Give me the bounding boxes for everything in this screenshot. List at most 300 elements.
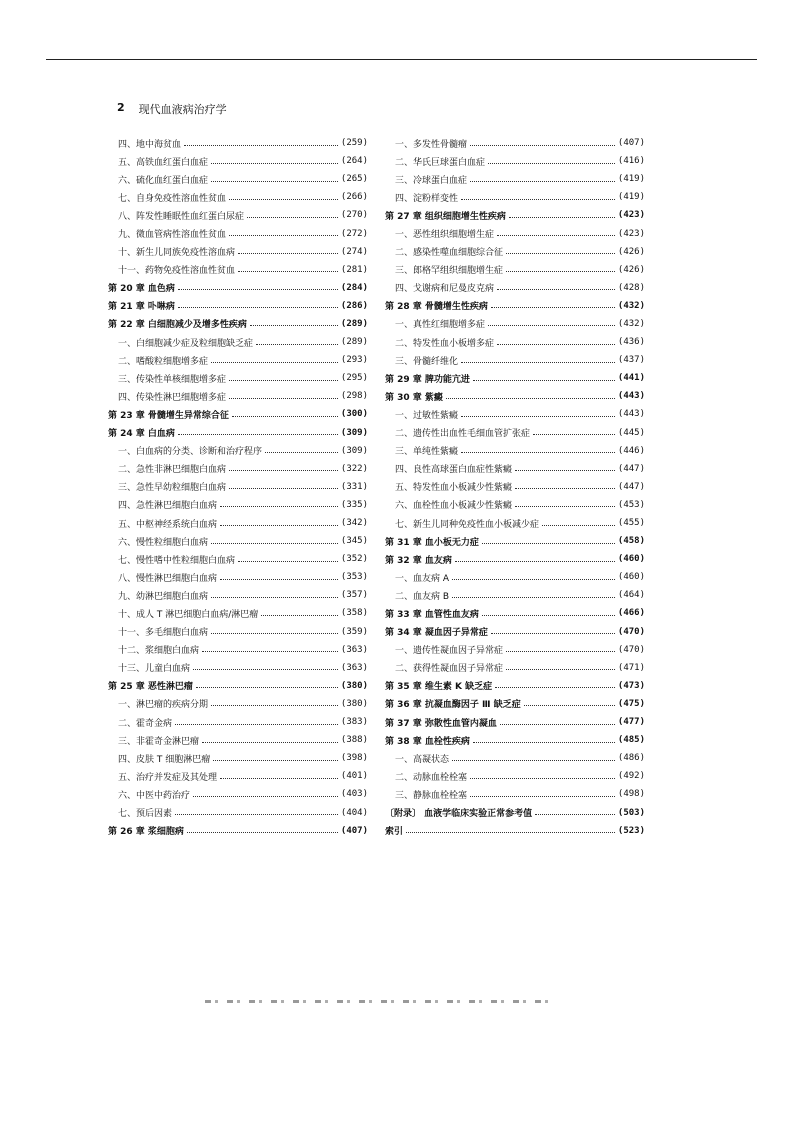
toc-entry-page: (309) [340,427,368,438]
toc-entry-page: (357) [340,590,368,601]
toc-entry-title: 一、多发性骨髓瘤 [395,139,468,150]
toc-entry-title: 二、遗传性出血性毛细血管扩张症 [395,429,531,440]
toc-entry-title: 第 24 章 白血病 [108,429,175,440]
toc-chapter-entry [108,424,368,442]
toc-entry-title: 三、非霍奇金淋巴瘤 [118,736,200,747]
toc-section-entry [108,224,368,242]
toc-entry-page: (407) [340,825,368,836]
toc-chapter-entry [385,677,645,695]
dot-leader [211,633,338,634]
toc-section-entry [385,568,645,586]
toc-entry-page: (455) [617,518,645,529]
toc-entry-title: 六、慢性粒细胞白血病 [118,537,209,548]
toc-entry-title: 第 23 章 骨髓增生异常综合征 [108,410,229,421]
toc-entry-page: (407) [617,138,645,149]
toc-section-entry [385,134,645,152]
toc-entry-page: (274) [340,246,368,257]
toc-entry-page: (345) [340,536,368,547]
toc-chapter-entry [108,405,368,423]
dot-leader [495,687,615,688]
toc-entry-page: (342) [340,518,368,529]
dot-leader [455,561,615,562]
toc-entry-title: 七、预后因素 [118,809,173,820]
toc-entry-page: (475) [617,698,645,709]
toc-entry-title: 九、幼淋巴细胞白血病 [118,591,209,602]
dot-leader [461,416,615,417]
toc-entry-page: (353) [340,572,368,583]
dot-leader [213,760,338,761]
toc-section-entry [108,152,368,170]
dot-leader [461,362,615,363]
toc-entry-page: (352) [340,554,368,565]
toc-entry-page: (426) [617,246,645,257]
toc-entry-page: (464) [617,590,645,601]
toc-entry-page: (398) [340,753,368,764]
toc-section-entry [108,586,368,604]
toc-entry-title: 第 21 章 卟啉病 [108,302,175,313]
toc-section-entry [385,442,645,460]
toc-entry-page: (403) [340,789,368,800]
toc-entry-page: (466) [617,608,645,619]
dot-leader [497,344,615,345]
toc-entry-title: 二、血友病 B [395,591,450,602]
dot-leader [184,145,338,146]
dot-leader [229,380,338,381]
toc-section-entry [108,261,368,279]
toc-entry-title: 十、新生儿同族免疫性溶血病 [118,248,236,259]
toc-section-entry [108,641,368,659]
toc-entry-title: 六、硫化血红蛋白血症 [118,175,209,186]
dot-leader [482,543,615,544]
dot-leader [187,832,338,833]
toc-entry-title: 一、血友病 A [395,573,450,584]
dot-leader [506,253,615,254]
toc-entry-page: (401) [340,771,368,782]
toc-entry-title: 十一、药物免疫性溶血性贫血 [118,266,236,277]
toc-section-entry [385,424,645,442]
toc-entry-page: (298) [340,391,368,402]
dot-leader [533,434,615,435]
toc-section-entry [108,134,368,152]
toc-entry-page: (426) [617,264,645,275]
dot-leader [461,199,615,200]
toc-section-entry [108,351,368,369]
dot-leader [211,597,338,598]
toc-entry-title: 二、急性非淋巴细胞白血病 [118,465,227,476]
toc-chapter-entry [385,387,645,405]
toc-entry-title: 四、良性高球蛋白血症性紫癜 [395,465,513,476]
dot-leader [238,271,338,272]
toc-entry-page: (363) [340,644,368,655]
toc-entry-page: (437) [617,355,645,366]
toc-chapter-entry [108,279,368,297]
toc-entry-page: (309) [340,445,368,456]
toc-entry-page: (423) [617,228,645,239]
toc-entry-page: (446) [617,445,645,456]
toc-entry-title: 一、过敏性紫癜 [395,410,459,421]
dot-leader [542,525,615,526]
toc-section-entry [385,659,645,677]
toc-section-entry [385,243,645,261]
toc-entry-page: (441) [617,373,645,384]
toc-entry-page: (286) [340,300,368,311]
toc-entry-title: 三、冷球蛋白血症 [395,175,468,186]
toc-section-entry [385,767,645,785]
dot-leader [470,796,615,797]
toc-entry-title: 六、中医中药治疗 [118,790,191,801]
toc-chapter-entry [108,677,368,695]
dot-leader [220,506,338,507]
dot-leader [452,597,615,598]
toc-entry-page: (284) [340,282,368,293]
toc-chapter-entry [385,206,645,224]
toc-entry-title: 七、自身免疫性溶血性贫血 [118,193,227,204]
toc-entry-title: 二、感染性噬血细胞综合征 [395,248,504,259]
toc-section-entry [385,478,645,496]
toc-entry-title: 第 38 章 血栓性疾病 [385,736,470,747]
toc-entry-page: (486) [617,753,645,764]
dot-leader [482,615,615,616]
toc-entry-page: (436) [617,337,645,348]
toc-section-entry [385,496,645,514]
dot-leader [506,271,615,272]
toc-section-entry [385,514,645,532]
toc-section-entry [108,803,368,821]
toc-entry-title: 九、微血管病性溶血性贫血 [118,230,227,241]
toc-chapter-entry [385,623,645,641]
toc-section-entry [108,767,368,785]
toc-entry-page: (428) [617,282,645,293]
toc-section-entry [108,550,368,568]
toc-entry-title: 十、成人 T 淋巴细胞白血病/淋巴瘤 [118,609,259,620]
toc-section-entry [108,623,368,641]
dot-leader [461,452,615,453]
dot-leader [256,344,338,345]
toc-entry-page: (443) [617,409,645,420]
toc-entry-title: 四、淀粉样变性 [395,193,459,204]
toc-entry-title: 一、遗传性凝血因子异常症 [395,646,504,657]
dot-leader [473,380,615,381]
toc-entry-page: (363) [340,662,368,673]
toc-entry-title: 三、传染性单核细胞增多症 [118,374,227,385]
top-rule [46,59,757,60]
toc-entry-page: (281) [340,264,368,275]
running-header [117,101,227,117]
toc-section-entry [108,369,368,387]
toc-entry-title: 一、淋巴瘤的疾病分期 [118,700,209,711]
dot-leader [470,145,615,146]
toc-entry-title: 三、静脉血栓栓塞 [395,790,468,801]
toc-chapter-entry [385,532,645,550]
toc-entry-page: (300) [340,409,368,420]
toc-section-entry [108,170,368,188]
toc-entry-page: (404) [340,807,368,818]
toc-entry-title: 十一、多毛细胞白血病 [118,628,209,639]
toc-entry-page: (473) [617,680,645,691]
dot-leader [202,651,338,652]
toc-entry-title: 四、戈谢病和尼曼皮克病 [395,284,495,295]
dot-leader [229,398,338,399]
dot-leader [178,434,338,435]
toc-section-entry [385,351,645,369]
toc-entry-page: (485) [617,735,645,746]
toc-left-column [108,134,368,840]
toc-entry-page: (492) [617,771,645,782]
toc-entry-title: 一、真性红细胞增多症 [395,320,486,331]
dot-leader [211,181,338,182]
toc-section-entry [385,315,645,333]
toc-entry-title: 五、高铁血红蛋白血症 [118,157,209,168]
toc-section-entry [108,604,368,622]
dot-leader [238,561,338,562]
toc-chapter-entry [108,822,368,840]
toc-chapter-entry [385,803,645,821]
toc-entry-title: 二、特发性血小板增多症 [395,338,495,349]
toc-section-entry [385,261,645,279]
toc-entry-page: (423) [617,210,645,221]
dot-leader [220,579,338,580]
toc-entry-title: 三、单纯性紫癜 [395,447,459,458]
toc-entry-title: 三、郎格罕组织细胞增生症 [395,266,504,277]
dot-leader [211,362,338,363]
dot-leader [488,325,615,326]
toc-entry-page: (259) [340,138,368,149]
book-title: 现代血液病治疗学 [138,103,227,116]
toc-chapter-entry [385,822,645,840]
toc-section-entry [385,333,645,351]
toc-entry-title: 六、血栓性血小板减少性紫癜 [395,501,513,512]
scan-artifact [205,1000,550,1003]
toc-entry-title: 第 26 章 浆细胞病 [108,827,184,838]
toc-entry-title: 五、中枢神经系统白血病 [118,519,218,530]
toc-entry-page: (322) [340,463,368,474]
toc-section-entry [385,152,645,170]
toc-entry-title: 第 36 章 抗凝血酶因子 Ⅲ 缺乏症 [385,700,521,711]
toc-section-entry [385,188,645,206]
dot-leader [202,742,338,743]
toc-entry-title: 十三、儿童白血病 [118,664,191,675]
dot-leader [491,633,615,634]
toc-entry-title: 八、阵发性睡眠性血红蛋白尿症 [118,211,245,222]
page-number: 2 [117,101,125,114]
toc-entry-title: 二、获得性凝血因子异常症 [395,664,504,675]
toc-chapter-entry [385,604,645,622]
toc-entry-title: 四、皮肤 T 细胞淋巴瘤 [118,754,211,765]
toc-entry-page: (471) [617,662,645,673]
dot-leader [232,416,338,417]
toc-entry-title: 七、慢性嗜中性粒细胞白血病 [118,555,236,566]
toc-entry-title: 四、地中海贫血 [118,139,182,150]
toc-entry-title: 索引 [385,827,404,838]
dot-leader [220,778,338,779]
dot-leader [178,289,338,290]
dot-leader [497,235,615,236]
toc-entry-page: (388) [340,735,368,746]
toc-chapter-entry [385,731,645,749]
dot-leader [250,325,338,326]
toc-entry-page: (295) [340,373,368,384]
toc-section-entry [108,731,368,749]
toc-section-entry [108,514,368,532]
toc-entry-page: (432) [617,318,645,329]
dot-leader [515,488,615,489]
toc-entry-page: (264) [340,156,368,167]
dot-leader [265,452,338,453]
dot-leader [238,253,338,254]
dot-leader [452,579,615,580]
dot-leader [193,669,338,670]
toc-entry-page: (359) [340,626,368,637]
toc-entry-title: 第 31 章 血小板无力症 [385,537,479,548]
dot-leader [178,307,338,308]
toc-entry-page: (293) [340,355,368,366]
dot-leader [446,398,615,399]
dot-leader [229,470,338,471]
toc-section-entry [385,170,645,188]
toc-entry-title: 八、慢性淋巴细胞白血病 [118,573,218,584]
toc-entry-page: (380) [340,680,368,691]
toc-entry-page: (270) [340,210,368,221]
toc-entry-title: 一、高凝状态 [395,754,450,765]
toc-entry-title: 三、急性早幼粒细胞白血病 [118,483,227,494]
toc-entry-title: 七、新生儿同种免疫性血小板减少症 [395,519,540,530]
dot-leader [211,705,338,706]
toc-entry-title: 第 29 章 脾功能亢进 [385,374,470,385]
toc-entry-title: 第 32 章 血友病 [385,555,452,566]
toc-entry-title: 第 20 章 血色病 [108,284,175,295]
toc-section-entry [108,749,368,767]
dot-leader [211,163,338,164]
toc-section-entry [108,333,368,351]
dot-leader [261,615,338,616]
toc-entry-page: (477) [617,717,645,728]
toc-chapter-entry [385,369,645,387]
dot-leader [497,289,615,290]
toc-chapter-entry [108,297,368,315]
toc-entry-page: (447) [617,463,645,474]
toc-entry-title: 第 25 章 恶性淋巴瘤 [108,682,193,693]
dot-leader [470,181,615,182]
toc-section-entry [108,568,368,586]
toc-entry-title: 一、白细胞减少症及粒细胞缺乏症 [118,338,254,349]
dot-leader [515,470,615,471]
toc-entry-title: 二、动脉血栓栓塞 [395,772,468,783]
dot-leader [196,687,338,688]
toc-section-entry [108,478,368,496]
toc-section-entry [108,713,368,731]
toc-entry-title: 五、治疗并发症及其处理 [118,772,218,783]
toc-entry-title: 十二、浆细胞白血病 [118,646,200,657]
toc-entry-page: (289) [340,318,368,329]
toc-entry-title: 第 22 章 白细胞减少及增多性疾病 [108,320,247,331]
toc-entry-title: 第 35 章 维生素 K 缺乏症 [385,682,493,693]
toc-entry-page: (331) [340,481,368,492]
toc-section-entry [385,749,645,767]
toc-entry-title: 二、霍奇金病 [118,718,173,729]
toc-section-entry [385,224,645,242]
dot-leader [535,814,615,815]
dot-leader [524,705,615,706]
toc-section-entry [108,532,368,550]
toc-section-entry [385,641,645,659]
toc-entry-page: (460) [617,572,645,583]
toc-chapter-entry [385,297,645,315]
dot-leader [509,217,615,218]
toc-entry-page: (272) [340,228,368,239]
toc-section-entry [108,659,368,677]
dot-leader [247,217,338,218]
dot-leader [470,778,615,779]
toc-section-entry [108,460,368,478]
toc-section-entry [108,387,368,405]
toc-entry-page: (470) [617,626,645,637]
dot-leader [515,506,615,507]
toc-chapter-entry [108,315,368,333]
toc-entry-page: (432) [617,300,645,311]
toc-section-entry [385,405,645,423]
toc-entry-page: (445) [617,427,645,438]
toc-entry-page: (358) [340,608,368,619]
toc-entry-page: (447) [617,481,645,492]
dot-leader [473,742,615,743]
toc-entry-page: (266) [340,192,368,203]
toc-chapter-entry [385,713,645,731]
toc-section-entry [108,442,368,460]
toc-entry-page: (419) [617,174,645,185]
toc-section-entry [108,785,368,803]
toc-entry-title: 一、白血病的分类、诊断和治疗程序 [118,447,263,458]
toc-entry-title: 〔附录〕 血液学临床实验正常参考值 [385,809,533,820]
dot-leader [406,832,615,833]
toc-entry-page: (416) [617,156,645,167]
toc-section-entry [385,586,645,604]
dot-leader [506,669,615,670]
toc-entry-page: (443) [617,391,645,402]
dot-leader [175,724,338,725]
toc-section-entry [385,279,645,297]
dot-leader [500,724,615,725]
toc-entry-title: 第 28 章 骨髓增生性疾病 [385,302,488,313]
toc-chapter-entry [385,695,645,713]
toc-entry-title: 第 34 章 凝血因子异常症 [385,628,488,639]
toc-entry-title: 第 30 章 紫癜 [385,392,443,403]
toc-entry-page: (289) [340,337,368,348]
toc-entry-title: 五、特发性血小板减少性紫癜 [395,483,513,494]
toc-entry-page: (460) [617,554,645,565]
dot-leader [506,651,615,652]
toc-chapter-entry [385,550,645,568]
toc-section-entry [108,243,368,261]
toc-entry-page: (498) [617,789,645,800]
toc-entry-title: 一、恶性组织细胞增生症 [395,230,495,241]
toc-entry-title: 第 37 章 弥散性血管内凝血 [385,718,497,729]
toc-entry-page: (380) [340,698,368,709]
toc-section-entry [108,496,368,514]
dot-leader [229,488,338,489]
dot-leader [488,163,615,164]
toc-section-entry [385,785,645,803]
toc-entry-page: (383) [340,717,368,728]
dot-leader [193,796,338,797]
toc-section-entry [108,695,368,713]
toc-section-entry [108,206,368,224]
toc-entry-title: 二、嗜酸粒细胞增多症 [118,356,209,367]
toc-entry-title: 四、急性淋巴细胞白血病 [118,501,218,512]
dot-leader [452,760,615,761]
toc-entry-page: (453) [617,499,645,510]
toc-entry-page: (335) [340,499,368,510]
toc-section-entry [385,460,645,478]
